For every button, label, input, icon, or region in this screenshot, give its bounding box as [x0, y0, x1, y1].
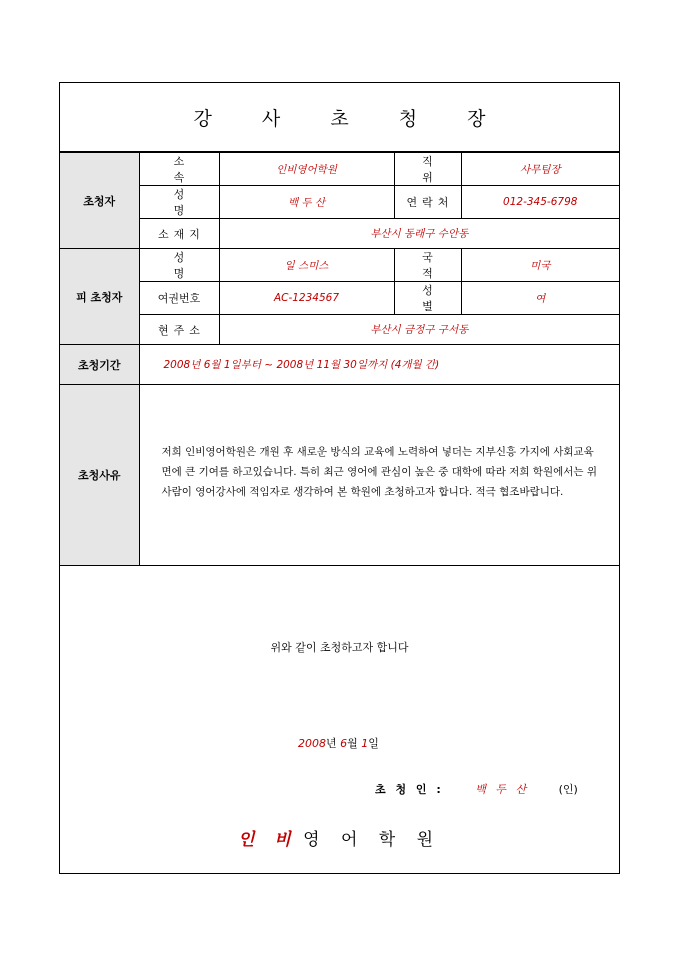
- reason-label: 초청사유: [60, 385, 139, 566]
- page-title: 강 사 초 청 장: [60, 83, 619, 152]
- invitee-name-value: 일 스미스: [219, 249, 394, 282]
- contact-label: 연락처: [394, 186, 461, 219]
- inviter-group-label: 초청자: [60, 153, 139, 249]
- reason-text: 저희 인비영어학원은 개원 후 새로운 방식의 교육에 노력하여 넣더는 지부신흥 가지에 사회교육면에 큰 기여를 하고있습니다. 특히 최근 영어에 관심이 높은 중 대학에 따라 저희 학원에서는 위 사람이 영어강사에 적임자로 생각하여 본 학원에 초청하고자 합니다. 적극 협조바랍니다.: [139, 385, 619, 566]
- passport-value: AC-1234567: [219, 282, 394, 315]
- nationality-value: 미국: [461, 249, 619, 282]
- closing-section: [60, 557, 619, 874]
- gender-value: 여: [461, 282, 619, 315]
- date-year: 2008: [298, 737, 326, 750]
- date-month: 6: [340, 737, 348, 750]
- invitation-form: [59, 82, 620, 874]
- form-table: [60, 152, 619, 566]
- passport-label: 여권번호: [139, 282, 219, 315]
- position-label: 직 위: [394, 153, 461, 186]
- address-label: 현주소: [139, 315, 219, 345]
- date-month-unit: 월: [347, 737, 362, 750]
- closing-statement: 위와 같이 초청하고자 합니다: [270, 641, 409, 654]
- inviter-signature: [375, 781, 578, 797]
- period-value: 2008년 6월 1일부터 ~ 2008년 11월 30일까지 (4개월 간): [139, 345, 619, 385]
- invitee-group-label: 피 초청자: [60, 249, 139, 345]
- organization-name: [60, 825, 619, 850]
- inviter-name-value: 백 두 산: [219, 186, 394, 219]
- inviter-name-label: 성 명: [139, 186, 219, 219]
- affiliation-value: 인비영어학원: [219, 153, 394, 186]
- position-value: 사무팀장: [461, 153, 619, 186]
- inviter-signature-name: 백 두 산: [475, 783, 530, 796]
- invitee-name-label: 성 명: [139, 249, 219, 282]
- period-label: 초청기간: [60, 345, 139, 385]
- address-value: 부산시 금정구 구서동: [219, 315, 619, 345]
- seal-mark: (인): [558, 783, 578, 796]
- affiliation-label: 소 속: [139, 153, 219, 186]
- date-day-unit: 일: [368, 737, 379, 750]
- nationality-label: 국 적: [394, 249, 461, 282]
- org-name-red: 인 비: [237, 830, 298, 850]
- contact-value: 012-345-6798: [461, 186, 619, 219]
- location-value: 부산시 동래구 수안동: [219, 219, 619, 249]
- gender-label: 성 별: [394, 282, 461, 315]
- location-label: 소재지: [139, 219, 219, 249]
- inviter-signature-label: 초 청 인 :: [375, 783, 444, 796]
- date-year-unit: 년: [326, 737, 341, 750]
- date-day: 1: [361, 737, 369, 750]
- issue-date: [298, 735, 379, 751]
- org-name-black: 영 어 학 원: [303, 830, 442, 850]
